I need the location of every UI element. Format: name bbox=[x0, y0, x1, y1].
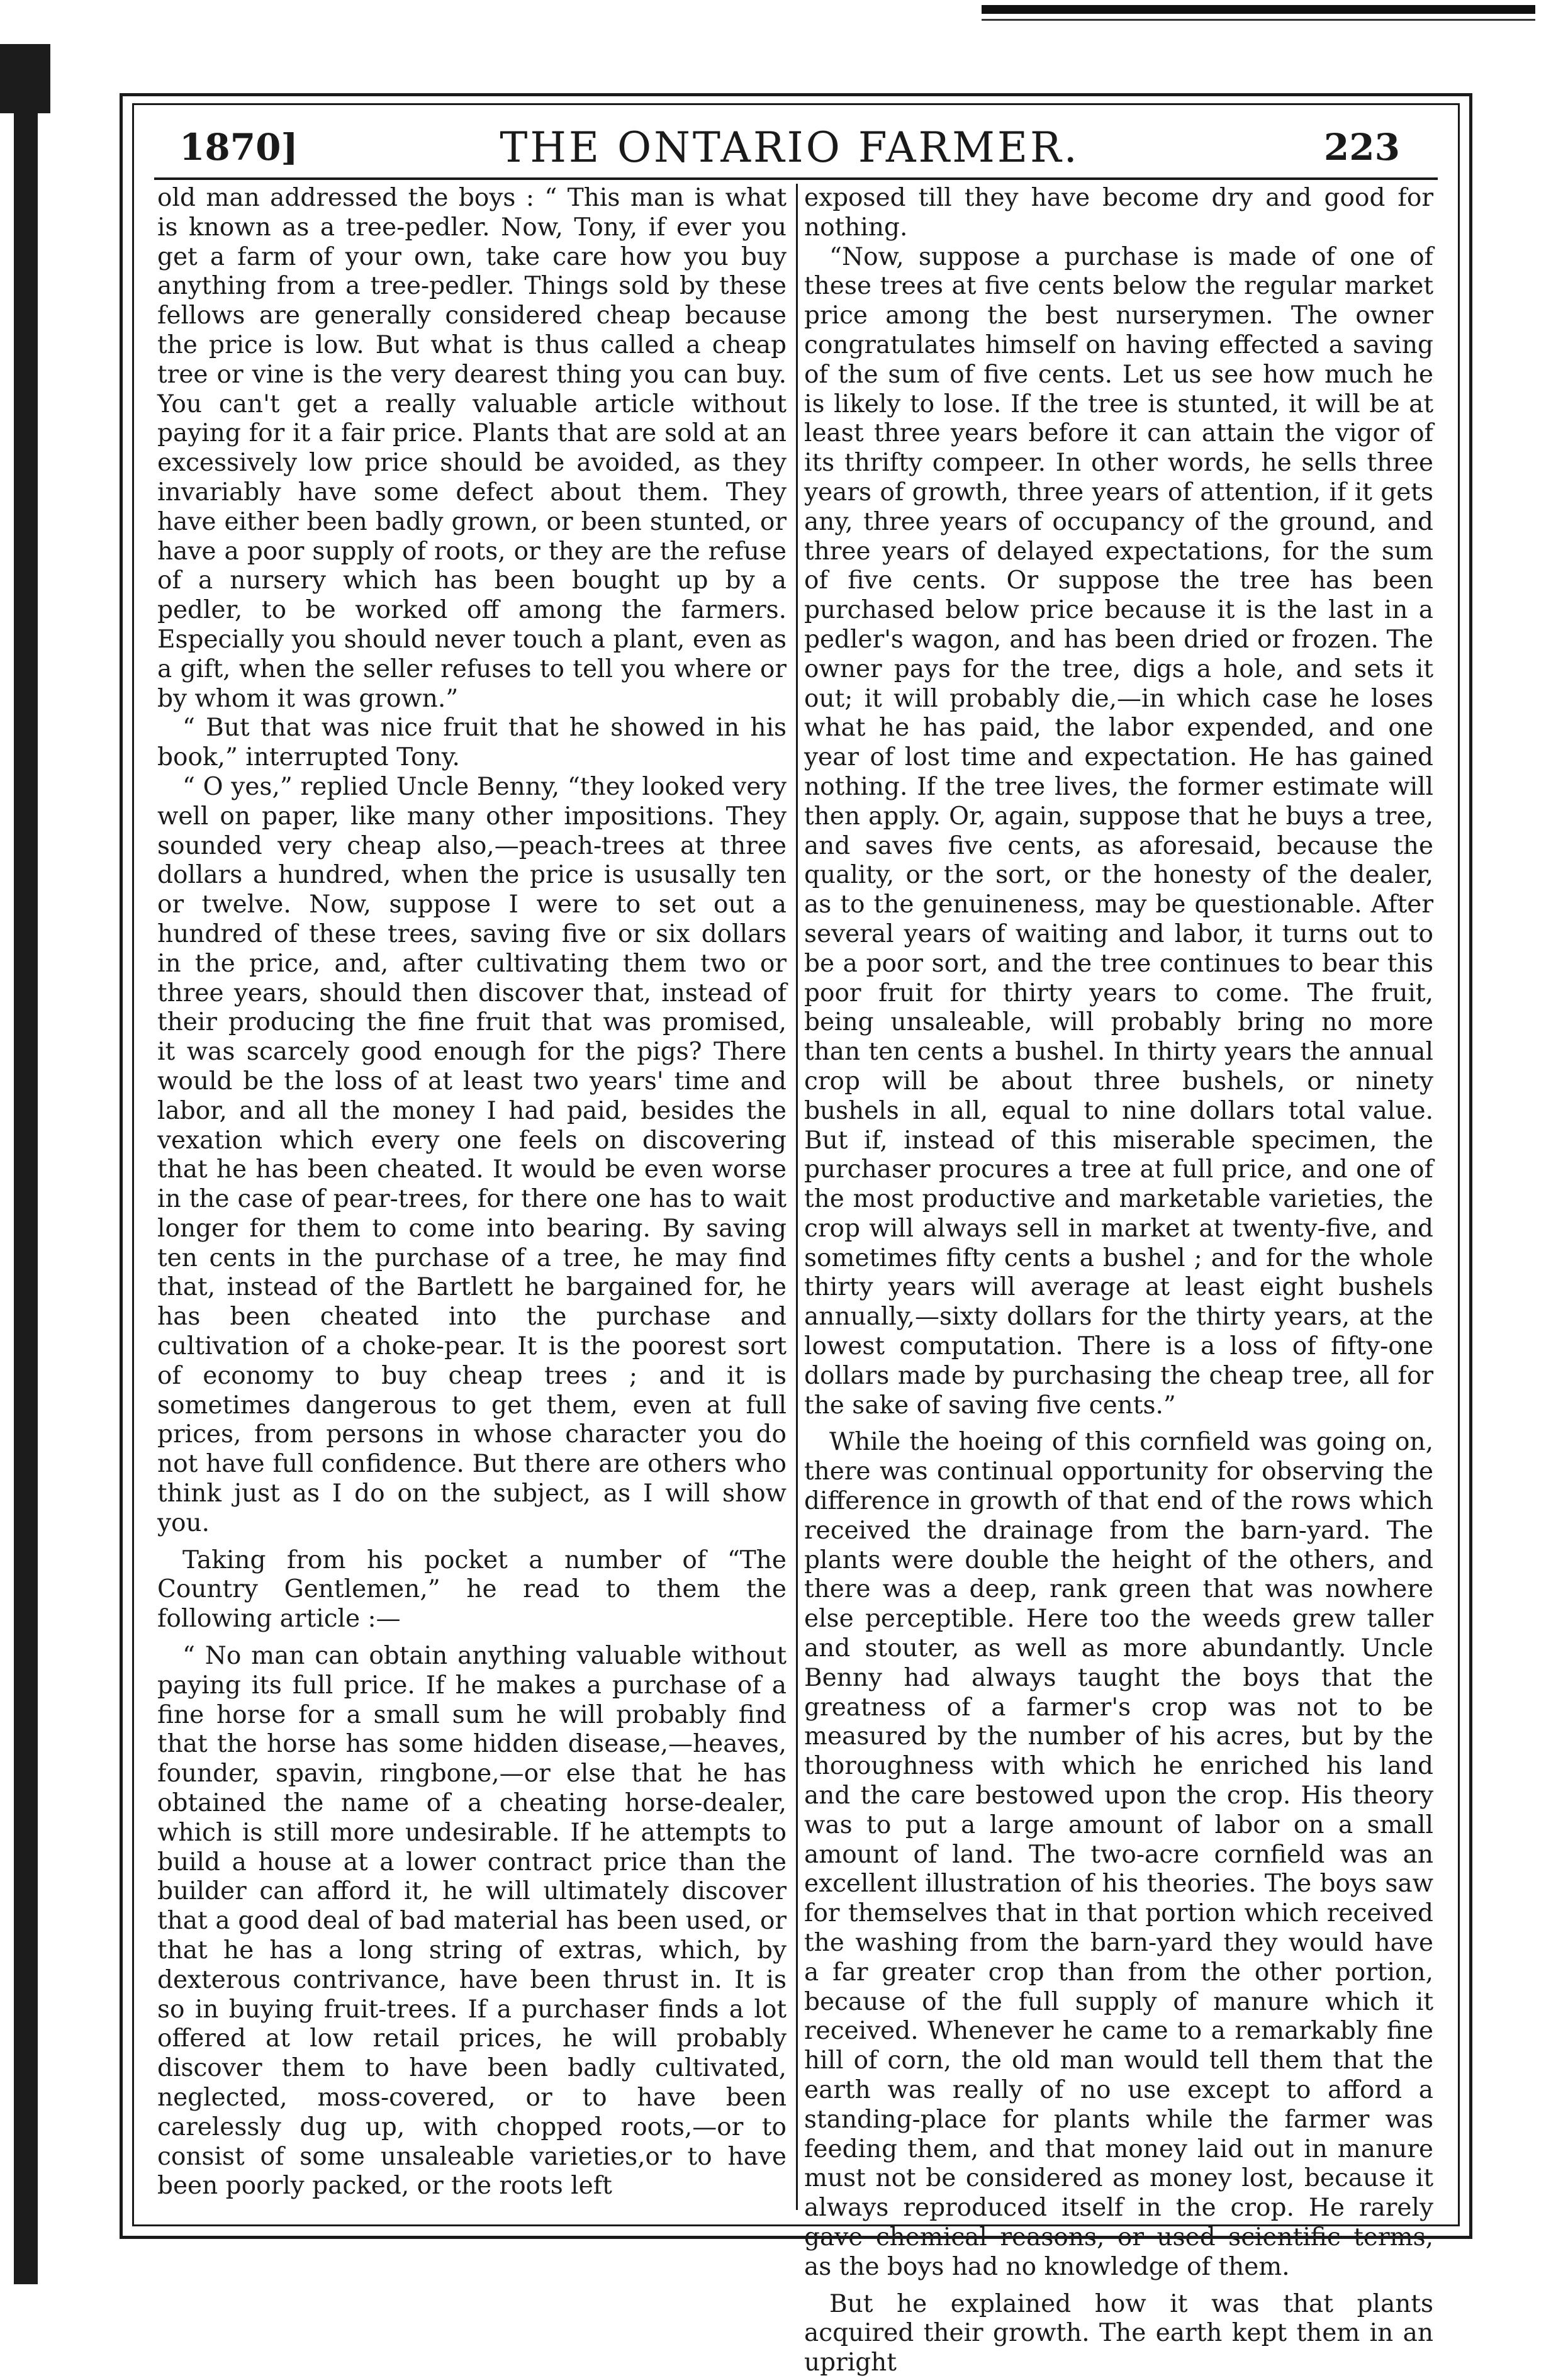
paragraph: “ O yes,” replied Uncle Benny, “they looked very well on paper, like many other impositions. They sounded very cheap also,—peach-trees at three dollars a hundred, when the price is ususally ten or twelve. Now, suppose I were to set out a hundred of these trees, saving five or six dollars in the price, and, after cultivating them two or three years, should then discover that, instead of their producing the fine fruit that was promised, it was scarcely good enough for the pigs? There would be the loss of at least two years' time and labor, and all the money I had paid, besides the vexation which every one feels on discovering that he has been cheated. It would be even worse in the case of pear-trees, for there one has to wait longer for them to come into bearing. By saving ten cents in the purchase of a tree, he may find that, instead of the Bartlett he bargained for, he has been cheated into the purchase and cultivation of a choke-pear. It is the poorest sort of economy to buy cheap trees ; and it is sometimes dangerous to get them, even at full prices, from persons in whose character you do not have full confidence. But there are others who think just as I do on the subject, as I will show you. bbox=[157, 772, 787, 1537]
paragraph: old man addressed the boys : “ This man is what is known as a tree-pedler. Now, Tony, if ever you get a farm of your own, take care how you buy anything from a tree-pedler. Things sold by these fellows are generally considered cheap because the price is low. But what is thus called a cheap tree or vine is the very dearest thing you can buy. You can't get a really valuable article without paying for it a fair price. Plants that are sold at an excessively low price should be avoided, as they invariably have some defect about them. They have either been badly grown, or been stunted, or have a poor supply of roots, or they are the refuse of a nursery which has been bought up by a pedler, to be worked off among the farmers. Especially you should never touch a plant, even as a gift, when the seller refuses to tell you where or by whom it was grown.” bbox=[157, 184, 787, 713]
paragraph: But he explained how it was that plants acquired their growth. The earth kept them in an upright bbox=[804, 2289, 1433, 2377]
paragraph: While the hoeing of this cornfield was going on, there was continual opportunity for observing the difference in growth of that end of the rows which received the drainage from the barn-yard. The plants were double the height of the others, and there was a deep, rank green that was nowhere else perceptible. Here too the weeds grew taller and stouter, as well as more abundantly. Uncle Benny had always taught the boys that the greatness of a farmer's crop was not to be measured by the number of his acres, but by the thoroughness with which he enriched his land and the care bestowed upon the crop. His theory was to put a large amount of labor on a small amount of land. The two-acre cornfield was an excellent illustration of his theories. The boys saw for themselves that in that portion which received the washing from the barn-yard they would have a far greater crop than from the other portion, because of the full supply of manure which it received. Whenever he came to a remarkably fine hill of corn, the old man would tell them that the earth was really of no use except to afford a standing-place for plants while the farmer was feeding them, and that money laid out in manure must not be considered as money lost, because it always reproduced itself in the crop. He rarely gave chemical reasons, or used scientific terms, as the boys had no knowledge of them. bbox=[804, 1428, 1433, 2281]
header-title: THE ONTARIO FARMER. bbox=[500, 123, 1080, 172]
paragraph: “ No man can obtain anything valuable without paying its full price. If he makes a purchase of a fine horse for a small sum he will probably find that the horse has some hidden disease,—heaves, founder, spavin, ringbone,—or else that he has obtained the name of a cheating horse-dealer, which is still more undesirable. If he attempts to build a house at a lower contract price than the builder can afford it, he will ultimately discover that a good deal of bad material has been used, or that he has a long string of extras, which, by dexterous contrivance, have been thrust in. It is so in buying fruit-trees. If a purchaser finds a lot offered at low retail prices, he will probably discover them to have been badly cultivated, neglected, moss-covered, or to have been carelessly dug up, with chopped roots,—or to consist of some unsaleable varieties,or to have been poorly packed, or the roots left bbox=[157, 1642, 787, 2201]
header-year: 1870] bbox=[179, 126, 298, 169]
header-rule bbox=[154, 177, 1438, 180]
paragraph: exposed till they have become dry and good for nothing. bbox=[804, 184, 1433, 242]
paragraph: Taking from his pocket a number of “The Country Gentlemen,” he read to them the following article :— bbox=[157, 1545, 787, 1634]
column-divider bbox=[796, 184, 798, 2210]
paragraph: “ But that was nice fruit that he showed in his book,” interrupted Tony. bbox=[157, 714, 787, 772]
paragraph: “Now, suppose a purchase is made of one of these trees at five cents below the regular market price among the best nurserymen. The owner congratulates himself on having effected a saving of the sum of five cents. Let us see how much he is likely to lose. If the tree is stunted, it will be at least three years before it can attain the vigor of its thrifty compeer. In other words, he sells three years of growth, three years of attention, if it gets any, three years of occupancy of the ground, and three years of delayed expectations, for the sum of five cents. Or suppose the tree has been purchased below price because it is the last in a pedler's wagon, and has been dried or frozen. The owner pays for the tree, digs a hole, and sets it out; it will probably die,—in which case he loses what he has paid, the labor expended, and one year of lost time and expectation. He has gained nothing. If the tree lives, the former estimate will then apply. Or, again, suppose that he buys a tree, and saves five cents, as aforesaid, because the quality, or the sort, or the honesty of the dealer, as to the genuineness, may be questionable. After several years of waiting and labor, it turns out to be a poor sort, and the tree continues to bear this poor fruit for thirty years to come. The fruit, being unsaleable, will probably bring no more than ten cents a bushel. In thirty years the annual crop will be about three bushels, or ninety bushels in all, equal to nine dollars total value. But if, instead of this miserable specimen, the purchaser procures a tree at full price, and one of the most productive and marketable varieties, the crop will always sell in market at twenty-five, and sometimes fifty cents a bushel ; and for the whole thirty years will average at least eight bushels annually,—sixty dollars for the thirty years, at the lowest computation. There is a loss of fifty-one dollars made by purchasing the cheap tree, all for the sake of saving five cents.” bbox=[804, 242, 1433, 1420]
scan-binding-edge bbox=[14, 44, 38, 2284]
right-column bbox=[804, 184, 1433, 2378]
top-edge-rule bbox=[982, 5, 1535, 14]
left-column bbox=[157, 184, 787, 2201]
page-number: 223 bbox=[1323, 126, 1400, 169]
top-edge-rule-thin bbox=[982, 19, 1535, 21]
running-header bbox=[160, 120, 1419, 176]
